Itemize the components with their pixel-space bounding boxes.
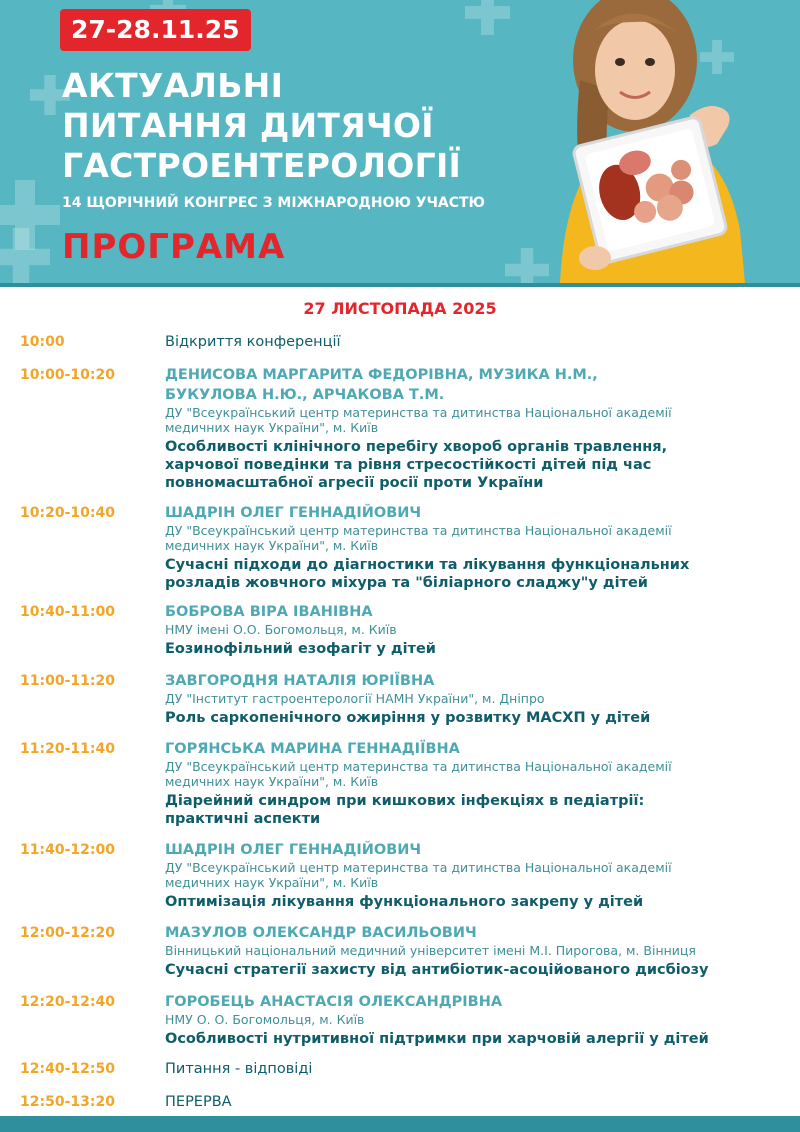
talk-topic: Еозинофільний езофагіт у дітей — [165, 641, 436, 657]
session-title: Відкриття конференції — [165, 334, 341, 350]
time-slot: 11:00-11:20 — [20, 673, 115, 689]
program-label: ПРОГРАМА — [62, 227, 286, 267]
session-content — [165, 992, 777, 1048]
time-slot: 12:40-12:50 — [20, 1061, 115, 1077]
time-slot: 11:20-11:40 — [20, 741, 115, 757]
talk-topic: Сучасні підходи до діагностики та лікування функціональних — [165, 557, 690, 573]
talk-topic: Особливості нутритивної підтримки при харчовій алергії у дітей — [165, 1031, 709, 1047]
time-slot: 10:00-10:20 — [20, 367, 115, 383]
footer-bar — [0, 1116, 800, 1132]
talk-topic: Сучасні стратегії захисту від антибіотик-асоційованого дисбіозу — [165, 962, 709, 978]
speaker-affiliation: медичних наук України", м. Київ — [165, 538, 379, 553]
talk-topic: Діарейний синдром при кишкових інфекціях в педіатрії: — [165, 793, 645, 809]
speaker-affiliation: ДУ "Інститут гастроентерології НАМН України", м. Дніпро — [165, 691, 545, 706]
time-slot: 11:40-12:00 — [20, 842, 115, 858]
time-slot: 12:20-12:40 — [20, 994, 115, 1010]
speaker-name: ДЕНИСОВА МАРГАРИТА ФЕДОРІВНА, МУЗИКА Н.М., — [165, 367, 598, 383]
talk-topic: розладів жовчного міхура та "біліарного сладжу"у дітей — [165, 575, 648, 591]
speaker-affiliation: медичних наук України", м. Київ — [165, 420, 379, 435]
time-slot: 10:00 — [20, 334, 65, 350]
session-content — [165, 365, 777, 492]
title-line: ГАСТРОЕНТЕРОЛОГІЇ — [62, 146, 462, 185]
session-content — [165, 1059, 777, 1079]
title-line: АКТУАЛЬНІ — [62, 66, 284, 105]
time-slot: 10:20-10:40 — [20, 505, 115, 521]
speaker-name: ШАДРІН ОЛЕГ ГЕННАДІЙОВИЧ — [165, 505, 422, 521]
day-heading: 27 ЛИСТОПАДА 2025 — [303, 299, 497, 318]
session-content — [165, 739, 777, 828]
session-content — [165, 923, 777, 979]
speaker-name: ГОРОБЕЦЬ АНАСТАСІЯ ОЛЕКСАНДРІВНА — [165, 994, 503, 1010]
talk-topic: Оптимізація лікування функціонального закрепу у дітей — [165, 894, 644, 910]
session-content — [165, 840, 777, 911]
talk-topic: практичні аспекти — [165, 811, 321, 827]
talk-topic: повномасштабної агресії росії проти України — [165, 475, 544, 491]
session-title: Питання - відповіді — [165, 1061, 313, 1077]
session-content — [165, 602, 777, 658]
speaker-name: МАЗУЛОВ ОЛЕКСАНДР ВАСИЛЬОВИЧ — [165, 925, 477, 941]
talk-topic: харчової поведінки та рівня стресостійкості дітей під час — [165, 457, 652, 473]
speaker-affiliation: НМУ імені О.О. Богомольця, м. Київ — [165, 622, 397, 637]
speaker-affiliation: Вінницький національний медичний університет імені М.І. Пирогова, м. Вінниця — [165, 943, 696, 958]
session-content — [165, 503, 777, 592]
date-badge: 27-28.11.25 — [60, 9, 251, 51]
session-content — [165, 671, 777, 727]
session-title: ПЕРЕРВА — [165, 1094, 232, 1110]
time-slot: 12:00-12:20 — [20, 925, 115, 941]
speaker-name: ШАДРІН ОЛЕГ ГЕННАДІЙОВИЧ — [165, 842, 422, 858]
speaker-name: БУКУЛОВА Н.Ю., АРЧАКОВА Т.М. — [165, 387, 445, 403]
talk-topic: Особливості клінічного перебігу хвороб органів травлення, — [165, 439, 668, 455]
session-content — [165, 1092, 777, 1112]
speaker-affiliation: ДУ "Всеукраїнський центр материнства та дитинства Національної академії — [165, 860, 672, 875]
speaker-affiliation: НМУ О. О. Богомольця, м. Київ — [165, 1012, 365, 1027]
time-slot: 12:50-13:20 — [20, 1094, 115, 1110]
speaker-affiliation: медичних наук України", м. Київ — [165, 774, 379, 789]
speaker-name: ГОРЯНСЬКА МАРИНА ГЕННАДІЇВНА — [165, 741, 460, 757]
title-line: ПИТАННЯ ДИТЯЧОЇ — [62, 106, 434, 145]
speaker-affiliation: ДУ "Всеукраїнський центр материнства та дитинства Національної академії — [165, 523, 672, 538]
congress-subtitle: 14 ЩОРІЧНИЙ КОНГРЕС З МІЖНАРОДНОЮ УЧАСТЮ — [62, 195, 485, 211]
talk-topic: Роль саркопенічного ожиріння у розвитку МАСХП у дітей — [165, 710, 651, 726]
speaker-name: ЗАВГОРОДНЯ НАТАЛІЯ ЮРІЇВНА — [165, 673, 435, 689]
speaker-affiliation: медичних наук України", м. Київ — [165, 875, 379, 890]
speaker-affiliation: ДУ "Всеукраїнський центр материнства та дитинства Національної академії — [165, 405, 672, 420]
speaker-affiliation: ДУ "Всеукраїнський центр материнства та дитинства Національної академії — [165, 759, 672, 774]
speaker-name: БОБРОВА ВІРА ІВАНІВНА — [165, 604, 373, 620]
time-slot: 10:40-11:00 — [20, 604, 115, 620]
session-content — [165, 332, 777, 352]
